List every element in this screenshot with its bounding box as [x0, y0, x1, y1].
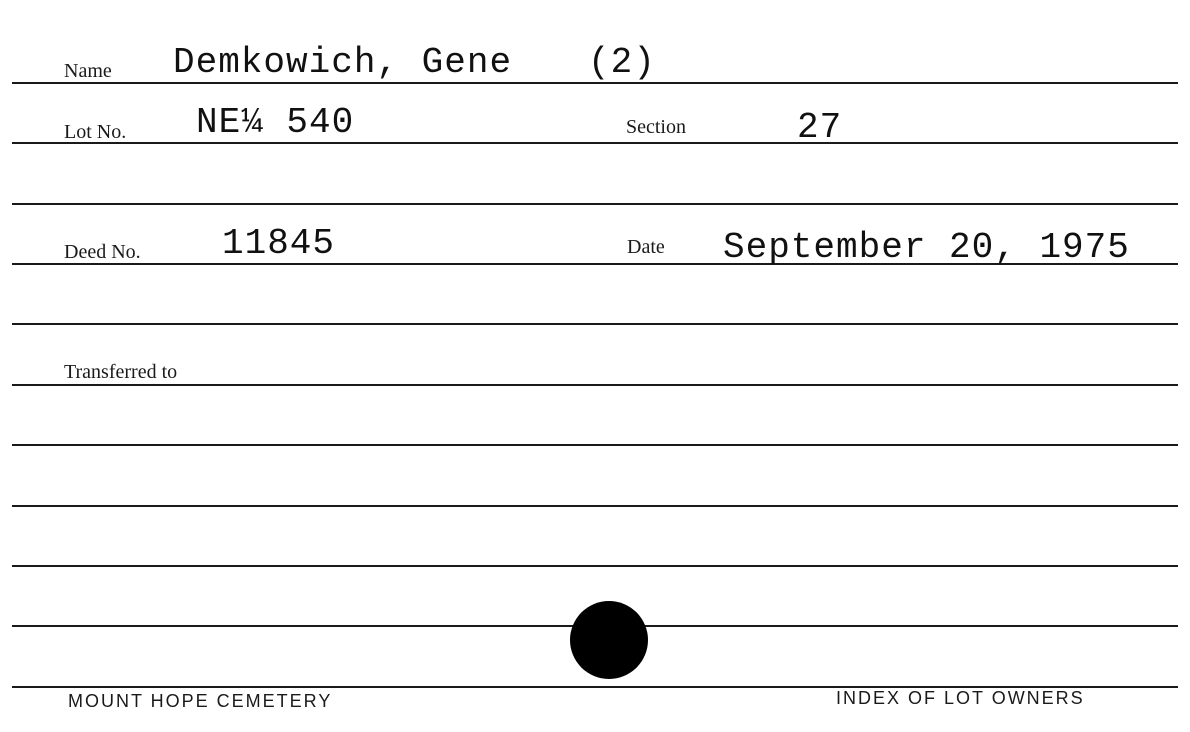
transferred-label: Transferred to	[64, 361, 178, 383]
rule-blank-2	[12, 323, 1178, 325]
name-value: Demkowich, Gene	[173, 42, 513, 83]
rule-blank-1	[12, 203, 1178, 205]
rule-blank-3	[12, 444, 1178, 446]
punch-hole	[570, 601, 648, 679]
rule-blank-5	[12, 565, 1178, 567]
rule-lot	[12, 142, 1178, 144]
section-value: 27	[797, 107, 843, 148]
date-label: Date	[627, 236, 665, 258]
lot-label: Lot No.	[64, 121, 127, 143]
deed-value: 11845	[222, 223, 336, 264]
lot-value: NE¼ 540	[196, 102, 355, 143]
date-value: September 20, 1975	[723, 227, 1130, 268]
name-suffix: (2)	[588, 42, 656, 83]
footer-cemetery: MOUNT HOPE CEMETERY	[68, 691, 333, 711]
footer-index: INDEX OF LOT OWNERS	[836, 688, 1085, 708]
deed-label: Deed No.	[64, 241, 141, 263]
rule-transferred	[12, 384, 1178, 386]
name-label: Name	[64, 60, 112, 82]
rule-blank-4	[12, 505, 1178, 507]
section-label: Section	[626, 116, 686, 138]
